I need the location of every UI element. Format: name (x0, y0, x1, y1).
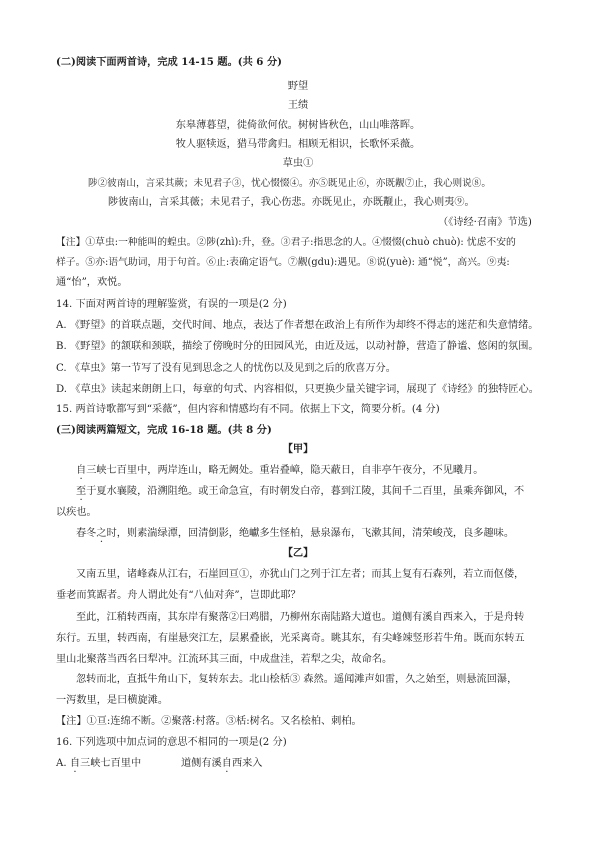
question-15: 15. 两首诗歌都写到“采薇”，但内容和情感均有不同。依据上下文，简要分析。(4 分) (56, 404, 440, 415)
jia-p2-text: 于夏水襄陵，沿溯阻绝。或王命急宣，有时朝发白帝，暮到江陵，其间千二百里，虽乘奔御风，不 (86, 486, 525, 497)
jia-p1-dotted-char: 自 (76, 465, 87, 476)
q16-a-left-text: 三峡七百里中 (80, 758, 142, 769)
question-14-option-d: D. 《草虫》读起来朗朗上口，每章的句式、内容相似，只更换少量关键字词，展现了《诗经》的独特匠心。 (56, 384, 539, 395)
jia-p3-dotted-char: 之 (96, 528, 107, 539)
q16-a-right-dotted-char: 自 (221, 758, 232, 769)
yi-paragraph-3: 忽转而北，直抵牛角山下，复转东去。北山桧栝③ 森然。遥闻滩声如雷，久之始至，则悬流回瀑， (76, 674, 518, 685)
jia-p3-text: 时，则素湍绿潭，回清倒影，绝巘多生怪柏，悬泉瀑布，飞漱其间，清荣峻茂，良多趣味。 (106, 528, 515, 539)
yi-paragraph-2-cont-1: 东行。五里，转西南，有崖悬突江左，层累叠嵌，光采离奇。眺其东，有尖峰竦竖形若牛角。既而东转五 (56, 633, 525, 644)
q16-a-left-dotted-char: 自 (69, 758, 81, 769)
yi-paragraph-2: 至此，江稍转西南，其东岸有聚落②曰鸡腊，乃柳州东南陆路大道也。道侧有溪自西来入，于是舟转 (76, 612, 525, 623)
jia-paragraph-3 (76, 527, 514, 540)
yi-paragraph-1-cont: 垂老而箕踞者。舟人谓此处有“八仙对奔”，岂即此耶？ (56, 590, 301, 601)
jia-p1-text: 三峡七百里中，两岸连山，略无阙处。重岩叠嶂，隐天蔽日，自非亭午夜分，不见曦月。 (86, 465, 484, 476)
jia-p2-dotted-char: 至 (76, 486, 87, 497)
yi-paragraph-1: 又南五里，诸峰森从江右，石崖回亘①，亦犹山门之列于江左者；而其上复有石森列，若立而伛偻， (76, 569, 525, 580)
yi-paragraph-2-cont-2: 里山北聚落当西名曰犁冲。江流环其三面，中成盘洼，若犁之尖，故命名。 (56, 654, 393, 665)
poem1-title: 野望 (287, 81, 309, 92)
passage-jia-label: 【甲】 (282, 443, 314, 455)
q16-a-prefix: A. (56, 758, 70, 769)
question-16-option-a-right (181, 757, 263, 770)
question-16-option-a (56, 757, 141, 770)
poem1-line-2: 牧人驱犊返，猎马带禽归。相顾无相识，长歌怀采薇。 (175, 139, 421, 150)
jia-paragraph-1 (76, 464, 484, 477)
poem1-author: 王绩 (287, 100, 309, 111)
poem1-line-1: 东皋薄暮望，徙倚欲何依。树树皆秋色，山山唯落晖。 (175, 120, 421, 131)
jia-paragraph-2 (76, 485, 524, 498)
section-2-heading: (二)阅读下面两首诗，完成 14-15 题。(共 6 分) (56, 56, 282, 68)
question-14-option-a: A. 《野望》的首联点题，交代时间、地点，表达了作者想在政治上有所作为却终不得志的迷茫和失意情绪。 (56, 320, 539, 331)
poem2-line-1: 陟②彼南山，言采其蕨；未见君子③，忧心惙惙④。亦⑤既见止⑥，亦既觏⑦止，我心则说⑧。 (88, 178, 491, 189)
section-3-heading: (三)阅读两篇短文，完成 16-18 题。(共 8 分) (56, 424, 272, 436)
question-14-option-b: B. 《野望》的颔联和颈联，描绘了傍晚时分的田园风光，由近及远，以动衬静，营造了静谧、悠闲的氛围。 (56, 341, 539, 352)
poem-notes-line-1: 【注】①草虫:一种能叫的蝗虫。②陟(zhì):升，登。③君子:指思念的人。④惙惙(chuò chuò): 忧虑不安的 (56, 237, 516, 248)
passage-yi-label: 【乙】 (282, 547, 314, 559)
jia-p3-start: 春冬 (76, 528, 97, 539)
poem2-line-2: 陟彼南山，言采其薇；未见君子，我心伤悲。亦既见止，亦既觏止，我心则夷⑨。 (108, 197, 475, 208)
q16-a-right-text: 西来入 (231, 758, 263, 769)
poem2-title: 草虫① (282, 158, 314, 169)
yi-paragraph-3-cont: 一泻数里，是曰横旋滩。 (56, 695, 169, 706)
yi-notes: 【注】①亘:连绵不断。②聚落:村落。③栝:树名。又名桧柏、刺柏。 (56, 716, 362, 727)
question-14: 14. 下面对两首诗的理解鉴赏，有误的一项是(2 分) (56, 299, 287, 310)
poem2-source: （《诗经·召南》节选) (438, 217, 532, 228)
question-14-option-c: C. 《草虫》第一节写了没有见到思念之人的忧伤以及见到之后的欣喜万分。 (56, 363, 396, 374)
q16-a-right-start: 道侧有溪 (181, 758, 222, 769)
poem-notes-line-2: 样子。⑤亦:语气助词，用于句首。⑥止:表确定语气。⑦觏(gdu):遇见。⑧说(yuè): 通“悦”，高兴。⑨夷: (56, 257, 510, 268)
question-16: 16. 下列选项中加点词的意思不相同的一项是(2 分) (56, 737, 287, 748)
poem-notes-line-3: 通“怡”，欢悦。 (56, 277, 128, 288)
jia-paragraph-2-cont: 以疾也。 (56, 507, 97, 518)
